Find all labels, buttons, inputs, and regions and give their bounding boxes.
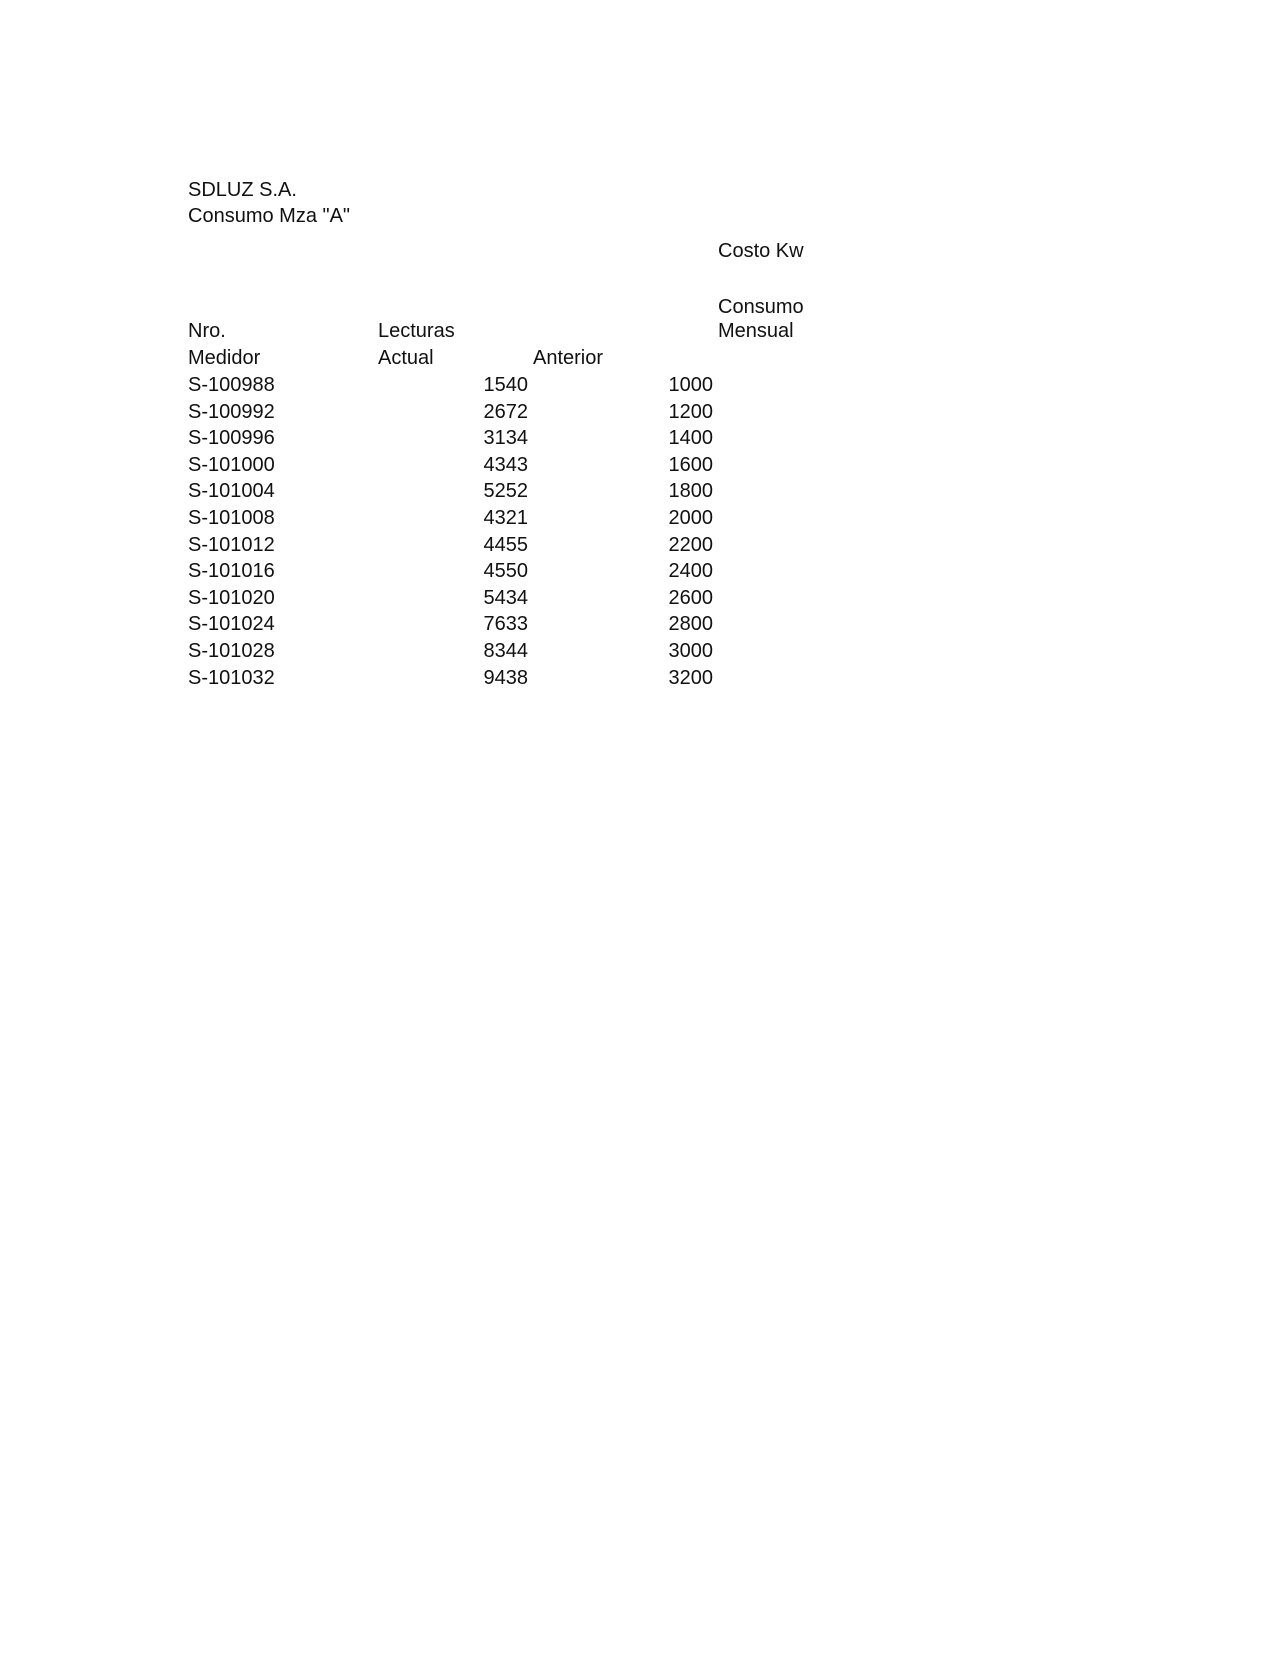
anterior-cell: 1400: [668, 427, 713, 449]
medidor-cell: S-101000: [188, 454, 275, 476]
actual-cell: 9438: [483, 667, 528, 689]
medidor-cell: S-101008: [188, 507, 275, 529]
actual-cell: 7633: [483, 613, 528, 635]
medidor-cell: S-100992: [188, 401, 275, 423]
actual-cell: 4455: [483, 534, 528, 556]
medidor-cell: S-100996: [188, 427, 275, 449]
header-lecturas: Lecturas: [378, 320, 455, 342]
actual-cell: 5434: [483, 587, 528, 609]
anterior-cell: 2600: [668, 587, 713, 609]
actual-cell: 3134: [483, 427, 528, 449]
anterior-cell: 1800: [668, 480, 713, 502]
medidor-cell: S-101016: [188, 560, 275, 582]
medidor-cell: S-101028: [188, 640, 275, 662]
medidor-cell: S-100988: [188, 374, 275, 396]
anterior-cell: 2800: [668, 613, 713, 635]
anterior-cell: 3000: [668, 640, 713, 662]
anterior-cell: 2000: [668, 507, 713, 529]
header-consumo: Consumo: [718, 296, 804, 318]
header-mensual: Mensual: [718, 320, 794, 342]
actual-cell: 4550: [483, 560, 528, 582]
anterior-cell: 3200: [668, 667, 713, 689]
costo-kw-label: Costo Kw: [718, 240, 804, 262]
anterior-cell: 1600: [668, 454, 713, 476]
anterior-cell: 1000: [668, 374, 713, 396]
actual-cell: 8344: [483, 640, 528, 662]
anterior-cell: 2400: [668, 560, 713, 582]
header-anterior: Anterior: [533, 347, 604, 369]
medidor-cell: S-101004: [188, 480, 275, 502]
actual-cell: 5252: [483, 480, 528, 502]
report-title: Consumo Mza "A": [188, 205, 351, 227]
medidor-cell: S-101020: [188, 587, 275, 609]
medidor-cell: S-101032: [188, 667, 275, 689]
company-name: SDLUZ S.A.: [188, 179, 297, 201]
actual-cell: 4343: [483, 454, 528, 476]
anterior-cell: 2200: [668, 534, 713, 556]
medidor-cell: S-101024: [188, 613, 275, 635]
actual-cell: 4321: [483, 507, 528, 529]
actual-cell: 2672: [483, 401, 528, 423]
header-nro: Nro.: [188, 320, 226, 342]
anterior-cell: 1200: [668, 401, 713, 423]
header-medidor: Medidor: [188, 347, 261, 369]
header-actual: Actual: [378, 347, 434, 369]
medidor-cell: S-101012: [188, 534, 275, 556]
actual-cell: 1540: [483, 374, 528, 396]
